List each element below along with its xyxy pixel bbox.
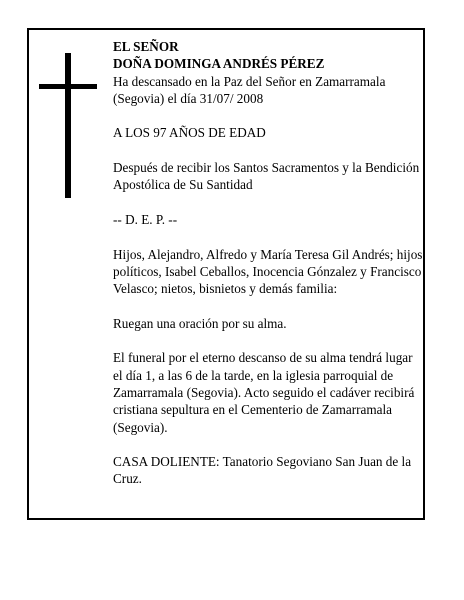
sacraments-statement: Después de recibir los Santos Sacramentos y la Bendición Apostólica de Su Santidad (113, 160, 420, 193)
age-statement: A LOS 97 AÑOS DE EDAD (113, 125, 266, 141)
cross-icon (39, 53, 97, 198)
mourning-house: CASA DOLIENTE: Tanatorio Segoviano San Juan de la Cruz. (113, 454, 412, 487)
prayer-request: Ruegan una oración por su alma. (113, 315, 287, 331)
obituary-text (113, 38, 423, 505)
funeral-details: El funeral por el eterno descanso de su alma tendrá lugar el día 1, a las 6 de la tarde, en la iglesia parroquial de Zamarramala (Segovia). Acto seguido el cadáver recibirá cristiana sepultura en el Cementerio de Zamarramala (Segovia). (113, 350, 415, 435)
cross-vertical-bar (65, 53, 71, 198)
rest-statement: Ha descansado en la Paz del Señor en Zamarramala (Segovia) el día 31/07/ 2008 (113, 73, 386, 106)
family-list: Hijos, Alejandro, Alfredo y María Teresa Gil Andrés; hijos políticos, Isabel Ceballos, Inocencia Gónzalez y Francisco Velasco; nietos, bisnietos y demás familia: (113, 246, 423, 297)
deceased-name: DOÑA DOMINGA ANDRÉS PÉREZ (113, 56, 325, 72)
cross-horizontal-bar (39, 84, 97, 89)
notice-header: EL SEÑOR (113, 39, 179, 54)
rip-line: -- D. E. P. -- (113, 211, 178, 227)
